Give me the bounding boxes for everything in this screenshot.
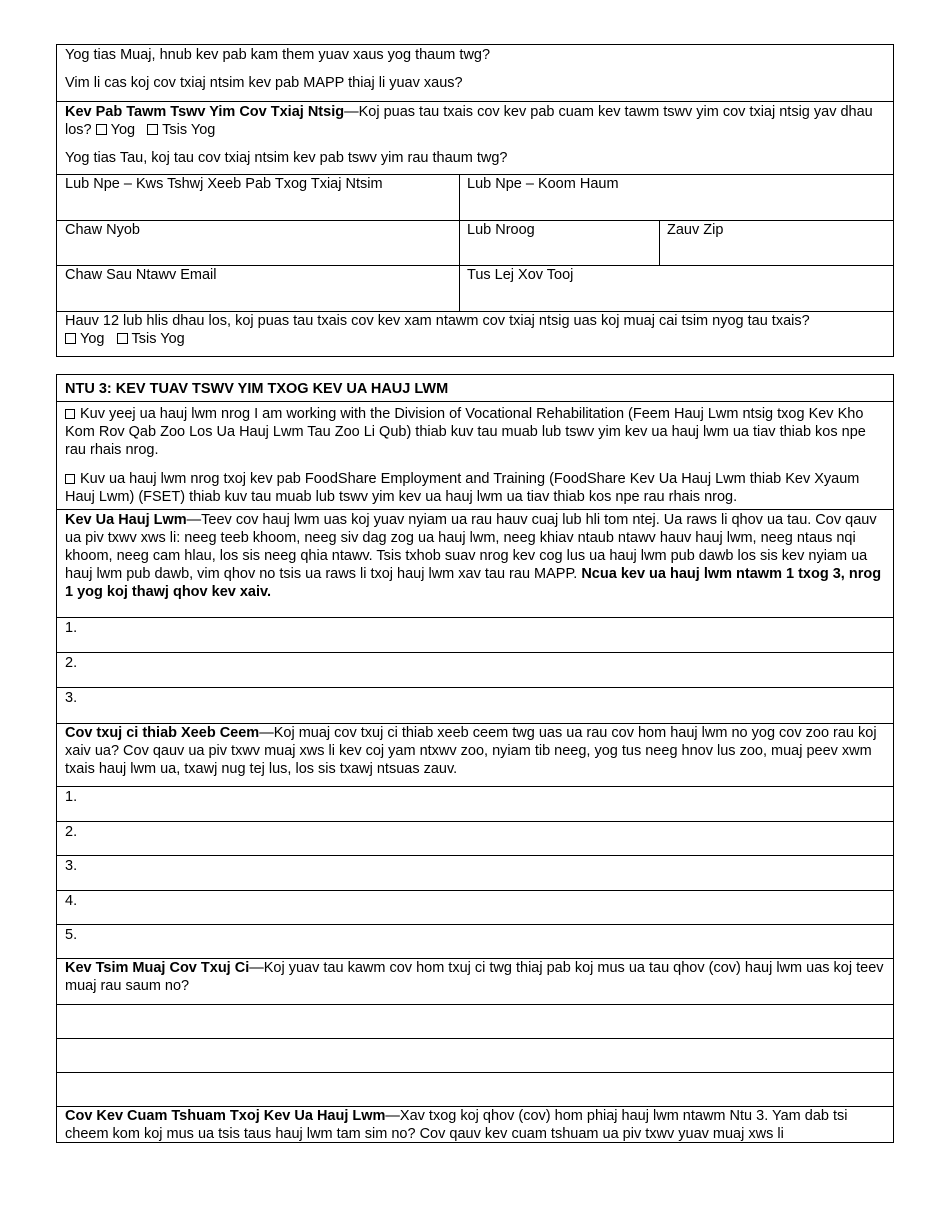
benefits-counseling-title: Kev Pab Tawm Tswv Yim Cov Txiaj Ntsig [65, 104, 345, 120]
calc-no-checkbox[interactable] [117, 333, 128, 344]
counselor-name-field[interactable] [57, 174, 459, 220]
city-label: Lub Nroog [467, 222, 535, 238]
barriers-body: —Xav txog koj qhov (cov) hom phiaj hauj lwm ntawm Ntu 3. Yam dab tsi cheem kom koj mus ua tsis taus hauj lwm tam sim no? Cov qauv kev cuam tshuam ua piv txwv yuav muaj xws li [65, 1108, 848, 1142]
yes-checkbox[interactable] [96, 124, 107, 135]
skills-body: —Koj muaj cov txuj ci thiab xeeb ceem twg uas ua rau cov hom hauj lwm no yog cov zoo rau koj xaiv ua? Cov qauv ua piv txwv muaj xws li kev coj yam ntxwv zoo, nyiam tib neeg, yog tus neeg hnov lus zoo, muaj peev xwm txais hauj lwm ua, txawj nug tej lus, los sis txawj ntsuas zauv. [65, 725, 877, 777]
fset-text: Kuv ua hauj lwm nrog txoj kev pab FoodShare Employment and Training (FoodShare Kev Ua Hauj Lwm thiab Kev Xyaum Hauj Lwm) (FSET) thiab kuv tau muab lub tswv yim kev ua hauj lwm ua tiav thiab kos npe rau rhais nrog. [65, 471, 860, 505]
yes-label: Yog [110, 122, 136, 138]
end-date-question: Yog tias Muaj, hnub kev pab kam them yuav xaus yog thaum twg? [65, 47, 491, 63]
plan-checkbox-cell [57, 401, 893, 509]
skill-4-label: 4. [65, 893, 78, 909]
employment-goals-cell [57, 509, 893, 617]
skill-5-field[interactable] [57, 924, 893, 958]
phone-label: Tus Lej Xov Tooj [467, 267, 574, 283]
agency-name-field[interactable] [459, 174, 893, 220]
zip-label: Zauv Zip [667, 222, 724, 238]
zip-field[interactable] [659, 220, 893, 265]
benefits-calc-options [65, 330, 885, 348]
benefits-counseling-question [65, 103, 885, 139]
skills-text [65, 724, 885, 778]
phone-field[interactable] [459, 265, 893, 311]
calc-yes-checkbox[interactable] [65, 333, 76, 344]
skill-2-field[interactable] [57, 821, 893, 855]
section3-title: NTU 3: KEV TUAV TSWV YIM TXOG KEV UA HAUJ LWM [65, 381, 449, 397]
job-goal-2-field[interactable] [57, 652, 893, 687]
benefits-calc-question: Hauv 12 lub hlis dhau los, koj puas tau txais cov kev xam ntawm cov txiaj ntsig uas koj muaj cai tsim nyog tau txais? [65, 313, 810, 329]
skill-1-label: 1. [65, 789, 78, 805]
job-goal-3-field[interactable] [57, 687, 893, 723]
skills-needed-title: Kev Tsim Muaj Cov Txuj Ci [65, 960, 250, 976]
no-checkbox[interactable] [147, 124, 158, 135]
skill-1-field[interactable] [57, 786, 893, 821]
job-goal-1-label: 1. [65, 620, 78, 636]
end-date-question-cell[interactable] [57, 45, 893, 101]
employment-goals-body: —Teev cov hauj lwm uas koj yuav nyiam ua rau hauv cuaj lub hli tom ntej. Ua raws li qhov ua tau. Cov qauv ua piv txwv xws li: neeg teeb khoom, neeg siv dag zog ua hauj lwm, neeg khiav ntaub ntawv hauv hauj lwm, neeg ntaus nqi khoom, neeg cam hlau, los sis neeg qhia ntawv. Tsis txhob suav nrog kev cog lus ua hauj lwm pub dawb los sis kev nyiam ua hauj lwm pub dawb, vim qhov no tsis ua raws li txoj hauj lwm xav tau rau MAPP. [65, 512, 877, 582]
fset-checkbox[interactable] [65, 474, 75, 484]
benefits-counseling-table [56, 44, 894, 357]
address-label: Chaw Nyob [65, 222, 140, 238]
address-field[interactable] [57, 220, 459, 265]
skill-4-field[interactable] [57, 890, 893, 924]
skills-needed-line-1[interactable] [57, 1004, 893, 1038]
skills-title: Cov txuj ci thiab Xeeb Ceem [65, 725, 260, 741]
employment-goals-instruction: Ncua kev ua hauj lwm ntawm 1 txog 3, nrog 1 yog koj thawj qhov kev xaiv. [65, 566, 882, 600]
skill-3-label: 3. [65, 858, 78, 874]
job-goal-1-field[interactable] [57, 617, 893, 652]
benefits-calc-cell [57, 311, 893, 357]
skill-3-field[interactable] [57, 855, 893, 890]
calc-no-label: Tsis Yog [131, 331, 185, 347]
email-field[interactable] [57, 265, 459, 311]
section3-table [56, 374, 894, 1143]
counselor-name-label: Lub Npe – Kws Tshwj Xeeb Pab Txog Txiaj Ntsim [65, 176, 383, 192]
skills-cell [57, 723, 893, 786]
job-goal-2-label: 2. [65, 655, 78, 671]
employment-goals-text [65, 511, 885, 601]
end-reason-question: Vim li cas koj cov txiaj ntsim kev pab MAPP thiaj li yuav xaus? [65, 75, 463, 91]
agency-name-label: Lub Npe – Koom Haum [467, 176, 619, 192]
no-label: Tsis Yog [162, 122, 216, 138]
employment-goals-title: Kev Ua Hauj Lwm [65, 512, 187, 528]
fset-option[interactable] [65, 470, 885, 506]
dvr-option[interactable] [65, 405, 885, 459]
skills-needed-line-3[interactable] [57, 1072, 893, 1106]
dvr-checkbox[interactable] [65, 409, 75, 419]
benefits-counseling-cell [57, 101, 893, 174]
job-goal-3-label: 3. [65, 690, 78, 706]
skill-5-label: 5. [65, 927, 78, 943]
barriers-cell [57, 1106, 893, 1143]
section3-header [57, 375, 893, 401]
calc-yes-label: Yog [80, 331, 105, 347]
skill-2-label: 2. [65, 824, 78, 840]
email-label: Chaw Sau Ntawv Email [65, 267, 217, 283]
skills-needed-line-2[interactable] [57, 1038, 893, 1072]
barriers-title: Cov Kev Cuam Tshuam Txoj Kev Ua Hauj Lwm [65, 1108, 386, 1124]
skills-needed-cell [57, 958, 893, 1004]
dvr-text: Kuv yeej ua hauj lwm nrog I am working with the Division of Vocational Rehabilitation (Feem Hauj Lwm ntsig txog Kev Kho Kom Rov Qab Zoo Los Ua Hauj Lwm Tau Zoo Li Qub) thiab kuv tau muab lub tswv yim kev ua hauj lwm ua tiav thiab kos npe rau rhais nrog. [65, 406, 866, 458]
benefits-counseling-text: —Koj puas tau txais cov kev pab cuam kev tawm tswv yim cov txiaj ntsig yav dhau los? [65, 104, 873, 138]
barriers-text [65, 1107, 885, 1143]
city-field[interactable] [459, 220, 659, 265]
counseling-date-question: Yog tias Tau, koj tau cov txiaj ntsim kev pab tswv yim rau thaum twg? [65, 150, 508, 166]
skills-needed-text [65, 959, 885, 995]
skills-needed-body: —Koj yuav tau kawm cov hom txuj ci twg thiaj pab koj mus ua tau qhov (cov) hauj lwm uas koj teev muaj rau saum no? [65, 960, 884, 994]
